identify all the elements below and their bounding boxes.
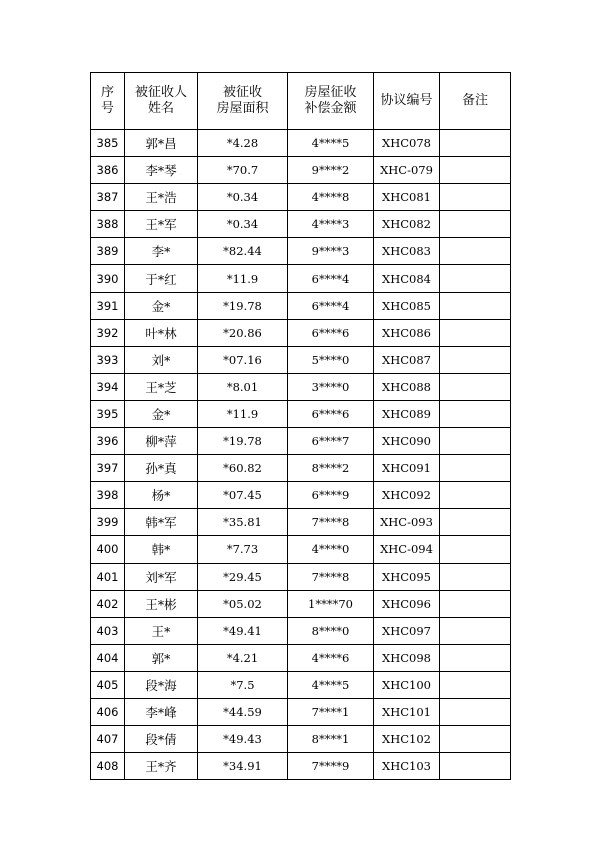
cell-amount: 6****4 (288, 292, 374, 319)
cell-seq: 397 (91, 455, 125, 482)
cell-amount: 5****0 (288, 346, 374, 373)
cell-agreement: XHC103 (374, 753, 440, 780)
header-row (91, 73, 511, 130)
cell-amount: 4****5 (288, 671, 374, 698)
cell-amount: 6****6 (288, 400, 374, 427)
cell-seq: 398 (91, 482, 125, 509)
cell-name: 韩* (125, 536, 198, 563)
cell-name: 王*军 (125, 211, 198, 238)
cell-name: 王*彬 (125, 590, 198, 617)
cell-amount: 6****4 (288, 265, 374, 292)
cell-remark (440, 617, 511, 644)
cell-area: *4.28 (198, 130, 288, 157)
cell-seq: 403 (91, 617, 125, 644)
table-row (91, 455, 511, 482)
cell-area: *7.73 (198, 536, 288, 563)
cell-agreement: XHC082 (374, 211, 440, 238)
cell-seq: 392 (91, 319, 125, 346)
cell-name: 韩*军 (125, 509, 198, 536)
cell-area: *05.02 (198, 590, 288, 617)
cell-name: 叶*林 (125, 319, 198, 346)
cell-remark (440, 211, 511, 238)
cell-area: *07.16 (198, 346, 288, 373)
table-row (91, 400, 511, 427)
header-amount-line-2: 补偿金额 (304, 101, 357, 116)
table-row (91, 157, 511, 184)
table-row (91, 265, 511, 292)
cell-seq: 406 (91, 698, 125, 725)
table-row (91, 238, 511, 265)
header-remark (440, 73, 511, 130)
cell-area: *7.5 (198, 671, 288, 698)
table-row (91, 292, 511, 319)
cell-name: 李* (125, 238, 198, 265)
cell-name: 刘* (125, 346, 198, 373)
cell-name: 段*海 (125, 671, 198, 698)
cell-amount: 1****70 (288, 590, 374, 617)
cell-agreement: XHC100 (374, 671, 440, 698)
header-agreement (374, 73, 440, 130)
cell-agreement: XHC096 (374, 590, 440, 617)
cell-amount: 9****2 (288, 157, 374, 184)
cell-remark (440, 265, 511, 292)
cell-amount: 6****9 (288, 482, 374, 509)
cell-agreement: XHC085 (374, 292, 440, 319)
cell-agreement: XHC081 (374, 184, 440, 211)
cell-amount: 4****6 (288, 644, 374, 671)
cell-seq: 399 (91, 509, 125, 536)
table-row (91, 644, 511, 671)
cell-area: *11.9 (198, 265, 288, 292)
table-row (91, 726, 511, 753)
header-seq (91, 73, 125, 130)
cell-remark (440, 184, 511, 211)
cell-amount: 8****2 (288, 455, 374, 482)
cell-remark (440, 563, 511, 590)
header-area-line-2: 房屋面积 (216, 101, 269, 116)
cell-name: 李*琴 (125, 157, 198, 184)
cell-area: *70.7 (198, 157, 288, 184)
cell-agreement: XHC092 (374, 482, 440, 509)
cell-remark (440, 292, 511, 319)
cell-amount: 8****0 (288, 617, 374, 644)
compensation-table (90, 72, 511, 780)
header-area-line-1: 被征收 (222, 85, 262, 100)
cell-area: *4.21 (198, 644, 288, 671)
cell-agreement: XHC-094 (374, 536, 440, 563)
cell-area: *35.81 (198, 509, 288, 536)
cell-agreement: XHC-093 (374, 509, 440, 536)
cell-amount: 6****7 (288, 428, 374, 455)
header-area (198, 73, 288, 130)
cell-remark (440, 400, 511, 427)
cell-name: 段*倩 (125, 726, 198, 753)
table-row (91, 671, 511, 698)
cell-name: 杨* (125, 482, 198, 509)
cell-name: 金* (125, 292, 198, 319)
cell-remark (440, 157, 511, 184)
cell-amount: 4****5 (288, 130, 374, 157)
cell-name: 于*红 (125, 265, 198, 292)
header-amount-line-1: 房屋征收 (304, 85, 357, 100)
table-row (91, 563, 511, 590)
cell-name: 孙*真 (125, 455, 198, 482)
cell-name: 王* (125, 617, 198, 644)
table-row (91, 482, 511, 509)
cell-agreement: XHC102 (374, 726, 440, 753)
cell-agreement: XHC087 (374, 346, 440, 373)
cell-amount: 6****6 (288, 319, 374, 346)
cell-seq: 396 (91, 428, 125, 455)
table-row (91, 319, 511, 346)
cell-amount: 4****8 (288, 184, 374, 211)
table-row (91, 590, 511, 617)
cell-area: *20.86 (198, 319, 288, 346)
cell-remark (440, 509, 511, 536)
header-seq-line-1: 序 (100, 85, 114, 100)
cell-name: 王*齐 (125, 753, 198, 780)
cell-amount: 8****1 (288, 726, 374, 753)
table-row (91, 184, 511, 211)
cell-area: *49.41 (198, 617, 288, 644)
cell-name: 李*峰 (125, 698, 198, 725)
cell-name: 郭*昌 (125, 130, 198, 157)
cell-area: *0.34 (198, 184, 288, 211)
cell-amount: 4****3 (288, 211, 374, 238)
cell-agreement: XHC095 (374, 563, 440, 590)
cell-remark (440, 130, 511, 157)
header-remark-label: 备注 (461, 93, 488, 108)
cell-area: *60.82 (198, 455, 288, 482)
header-amount (288, 73, 374, 130)
cell-agreement: XHC084 (374, 265, 440, 292)
header-name (125, 73, 198, 130)
cell-agreement: XHC-079 (374, 157, 440, 184)
cell-seq: 408 (91, 753, 125, 780)
header-name-line-2: 姓名 (147, 101, 174, 116)
cell-area: *82.44 (198, 238, 288, 265)
cell-remark (440, 238, 511, 265)
cell-agreement: XHC097 (374, 617, 440, 644)
cell-name: 郭* (125, 644, 198, 671)
cell-agreement: XHC091 (374, 455, 440, 482)
cell-seq: 385 (91, 130, 125, 157)
cell-remark (440, 644, 511, 671)
cell-area: *19.78 (198, 292, 288, 319)
cell-area: *34.91 (198, 753, 288, 780)
cell-amount: 3****0 (288, 373, 374, 400)
cell-seq: 387 (91, 184, 125, 211)
table-row (91, 211, 511, 238)
cell-seq: 388 (91, 211, 125, 238)
cell-seq: 402 (91, 590, 125, 617)
cell-seq: 405 (91, 671, 125, 698)
cell-agreement: XHC088 (374, 373, 440, 400)
cell-area: *0.34 (198, 211, 288, 238)
cell-amount: 7****8 (288, 563, 374, 590)
table-row (91, 373, 511, 400)
cell-amount: 7****1 (288, 698, 374, 725)
cell-remark (440, 428, 511, 455)
cell-agreement: XHC086 (374, 319, 440, 346)
cell-area: *8.01 (198, 373, 288, 400)
cell-agreement: XHC098 (374, 644, 440, 671)
header-agreement-label: 协议编号 (380, 93, 433, 108)
cell-name: 王*芝 (125, 373, 198, 400)
cell-agreement: XHC089 (374, 400, 440, 427)
cell-area: *49.43 (198, 726, 288, 753)
cell-area: *11.9 (198, 400, 288, 427)
cell-area: *44.59 (198, 698, 288, 725)
cell-amount: 9****3 (288, 238, 374, 265)
cell-name: 王*浩 (125, 184, 198, 211)
cell-remark (440, 346, 511, 373)
cell-area: *19.78 (198, 428, 288, 455)
cell-remark (440, 319, 511, 346)
header-seq-line-2: 号 (100, 101, 114, 116)
cell-remark (440, 671, 511, 698)
cell-agreement: XHC078 (374, 130, 440, 157)
cell-agreement: XHC083 (374, 238, 440, 265)
cell-seq: 386 (91, 157, 125, 184)
table-row (91, 346, 511, 373)
cell-agreement: XHC101 (374, 698, 440, 725)
table-row (91, 428, 511, 455)
cell-remark (440, 753, 511, 780)
table-body (91, 130, 511, 780)
table-row (91, 536, 511, 563)
cell-amount: 4****0 (288, 536, 374, 563)
cell-remark (440, 590, 511, 617)
table-row (91, 130, 511, 157)
cell-seq: 400 (91, 536, 125, 563)
cell-seq: 389 (91, 238, 125, 265)
cell-area: *07.45 (198, 482, 288, 509)
cell-seq: 401 (91, 563, 125, 590)
cell-remark (440, 536, 511, 563)
cell-seq: 391 (91, 292, 125, 319)
cell-area: *29.45 (198, 563, 288, 590)
cell-amount: 7****9 (288, 753, 374, 780)
cell-remark (440, 373, 511, 400)
cell-seq: 393 (91, 346, 125, 373)
table-row (91, 698, 511, 725)
table-row (91, 617, 511, 644)
cell-remark (440, 698, 511, 725)
cell-seq: 395 (91, 400, 125, 427)
cell-name: 金* (125, 400, 198, 427)
cell-agreement: XHC090 (374, 428, 440, 455)
cell-amount: 7****8 (288, 509, 374, 536)
cell-remark (440, 482, 511, 509)
cell-seq: 390 (91, 265, 125, 292)
cell-remark (440, 455, 511, 482)
cell-name: 柳*萍 (125, 428, 198, 455)
cell-name: 刘*军 (125, 563, 198, 590)
cell-seq: 407 (91, 726, 125, 753)
header-name-line-1: 被征收人 (134, 85, 187, 100)
cell-seq: 404 (91, 644, 125, 671)
cell-remark (440, 726, 511, 753)
table-row (91, 509, 511, 536)
table-row (91, 753, 511, 780)
cell-seq: 394 (91, 373, 125, 400)
